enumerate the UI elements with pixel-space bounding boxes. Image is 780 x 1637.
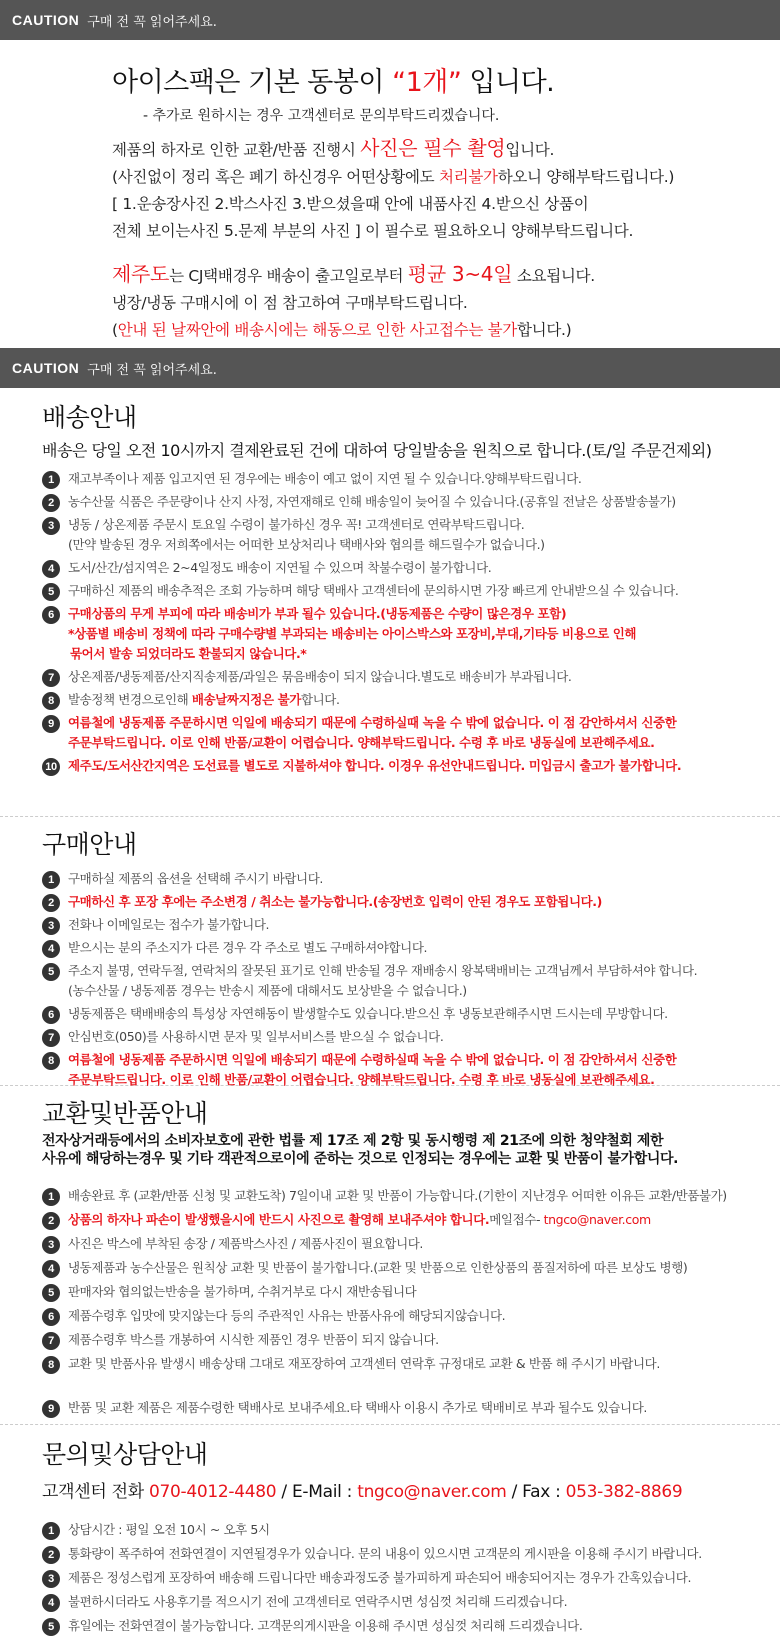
number-badge: 3 (42, 517, 60, 535)
number-badge: 3 (42, 1570, 60, 1588)
caution-text: 구매 전 꼭 읽어주세요. (87, 362, 217, 378)
list-item (42, 1520, 780, 1540)
notice-line: 냉장/냉동 구매시에 이 점 참고하여 구매부탁드립니다. (112, 294, 468, 312)
text: 는 CJ택배경우 배송이 출고일로부터 (169, 267, 408, 285)
text: 입니다. (505, 141, 555, 159)
item-text: 냉동제품은 택배배송의 특성상 자연해동이 발생할수도 있습니다.받으신 후 냉동보관해주시면 드시는데 무방합니다. (68, 1006, 668, 1021)
headline-sub: - 추가로 원하시는 경우 고객센터로 문의부탁드리겠습니다. (143, 108, 500, 124)
notice-line (0, 135, 780, 164)
highlight: 안내 된 날짜안에 배송시에는 해동으로 인한 사고접수는 불가 (117, 321, 517, 339)
number-badge: 6 (42, 606, 60, 624)
list-item (42, 515, 780, 535)
list-item (42, 961, 780, 981)
list-item (42, 581, 780, 601)
item-text: 메일접수- (489, 1212, 544, 1227)
headline-highlight: “1개” (392, 67, 462, 98)
item-text: 제품은 정성스럽게 포장하여 배송해 드립니다만 배송과정도중 불가피하게 파손되어 배송되어지는 경우가 간혹있습니다. (68, 1570, 692, 1585)
caution-banner (0, 0, 780, 40)
item-text: 안심번호(050)를 사용하시면 문자 및 일부서비스를 받으실 수 없습니다. (68, 1029, 444, 1044)
item-text: 받으시는 분의 주소지가 다른 경우 각 주소로 별도 구매하셔야합니다. (68, 940, 428, 955)
email-link[interactable]: tngco@naver.com (543, 1212, 651, 1227)
notice-line (0, 164, 780, 191)
purchase-section (0, 817, 780, 1085)
phone-link[interactable]: 070-4012-4480 (148, 1482, 277, 1502)
number-badge: 1 (42, 871, 60, 889)
caution-banner (0, 348, 780, 388)
item-text: 사진은 박스에 부착된 송장 / 제품박스사진 / 제품사진이 필요합니다. (68, 1236, 424, 1251)
list-item (42, 1210, 780, 1230)
notice-line (0, 317, 780, 344)
list-item (42, 1004, 780, 1024)
list-item (42, 667, 780, 687)
list-item (42, 1050, 780, 1090)
section-title: 교환및반품안내 (42, 1099, 208, 1128)
item-text: 주문부탁드립니다. 이로 인해 반품/교환이 어렵습니다. 양해부탁드립니다. 수령 후 바로 냉동실에 보관해주세요. (68, 1072, 655, 1087)
list-item (42, 1544, 780, 1564)
item-text: 상담시간 : 평일 오전 10시 ~ 오후 5시 (68, 1522, 270, 1537)
item-text: *상품별 배송비 정책에 따라 구매수량별 부과되는 배송비는 아이스박스와 포장비,부대,기타등 비용으로 인해 (68, 626, 637, 641)
exchange-section (0, 1086, 780, 1424)
item-text: 불편하시더라도 사용후기를 적으시기 전에 고객센터로 연락주시면 성심껏 처리해 드리겠습니다. (68, 1594, 568, 1609)
number-badge: 8 (42, 1052, 60, 1070)
number-badge: 2 (42, 894, 60, 912)
text: 제품의 하자로 인한 교환/반품 진행시 (112, 141, 361, 159)
fax-number: 053-382-8869 (565, 1482, 683, 1502)
list-item (42, 558, 780, 578)
text: 소요됩니다. (512, 267, 595, 285)
list-item (42, 1027, 780, 1047)
list-item (42, 492, 780, 512)
number-badge: 1 (42, 471, 60, 489)
number-badge: 2 (42, 1212, 60, 1230)
list-item (42, 1330, 780, 1350)
list-item (42, 938, 780, 958)
item-text: 구매하신 후 포장 후에는 주소변경 / 취소는 불가능합니다.(송장번호 입력이 안된 경우도 포함됩니다.) (68, 894, 602, 909)
number-badge: 8 (42, 692, 60, 710)
section-title: 문의및상담안내 (42, 1440, 208, 1469)
number-badge: 5 (42, 1618, 60, 1636)
item-text: 배송날짜지정은 불가 (191, 692, 301, 707)
headline (0, 60, 780, 99)
number-badge: 1 (42, 1188, 60, 1206)
number-badge: 5 (42, 1284, 60, 1302)
number-badge: 9 (42, 1400, 60, 1418)
list-item (42, 690, 780, 710)
number-badge: 4 (42, 940, 60, 958)
list-item (42, 1592, 780, 1612)
section-subtitle: 배송은 당일 오전 10시까지 결제완료된 건에 대하여 당일발송을 원칙으로 합니다.(토/일 주문건제외) (42, 441, 712, 460)
number-badge: 3 (42, 917, 60, 935)
item-text: 여름철에 냉동제품 주문하시면 익일에 배송되기 때문에 수령하실때 녹을 수 밖에 없습니다. 이 점 감안하셔서 신중한 (68, 1052, 677, 1067)
item-text: 재고부족이나 제품 입고지연 된 경우에는 배송이 예고 없이 지연 될 수 있습니다.양해부탁드립니다. (68, 471, 582, 486)
item-text: 제품수령후 입맛에 맞지않는다 등의 주관적인 사유는 반품사유에 해당되지않습니다. (68, 1308, 506, 1323)
caution-text: 구매 전 꼭 읽어주세요. (87, 14, 217, 30)
text: (사진없이 정리 혹은 폐기 하신경우 어떤상황에도 (112, 168, 439, 186)
number-badge: 9 (42, 715, 60, 733)
ice-pack-notice (0, 40, 780, 348)
number-badge: 1 (42, 1522, 60, 1540)
contact-line (0, 1477, 780, 1502)
list-item (42, 869, 780, 889)
number-badge: 7 (42, 1332, 60, 1350)
item-text: 판매자와 협의없는반송을 불가하며, 수취거부로 다시 재반송됩니다 (68, 1284, 417, 1299)
number-badge: 5 (42, 583, 60, 601)
text: 이 필수로 필요하오니 양해부탁드립니다. (360, 222, 634, 240)
number-badge: 4 (42, 1594, 60, 1612)
number-badge: 2 (42, 1546, 60, 1564)
item-text: 발송정책 변경으로인해 (68, 692, 192, 707)
number-badge: 8 (42, 1356, 60, 1374)
list-item (42, 1616, 780, 1636)
list-item (42, 1282, 780, 1302)
item-text: 구매하신 제품의 배송추적은 조회 가능하며 해당 택배사 고객센터에 문의하시면 가장 빠르게 안내받으실 수 있습니다. (68, 583, 679, 598)
section-title: 배송안내 (42, 403, 137, 432)
item-text: 도서/산간/섬지역은 2~4일정도 배송이 지연될 수 있으며 착불수령이 불가합니다. (68, 560, 492, 575)
text: ( (112, 321, 118, 339)
text: 합니다.) (516, 321, 572, 339)
item-text: 상온제품/냉동제품/산지직송제품/과일은 묶음배송이 되지 않습니다.별도로 배송비가 부과됩니다. (68, 669, 572, 684)
email-link[interactable]: tngco@naver.com (357, 1482, 507, 1502)
section-subtitle: 전자상거래등에서의 소비자보호에 관한 법률 제 17조 제 2항 및 동시행령 제 21조에 의한 청약철회 제한 (42, 1133, 664, 1149)
item-text: 통화량이 폭주하여 전화연결이 지연될경우가 있습니다. 문의 내용이 있으시면 고객문의 게시판을 이용해 주시기 바랍니다. (68, 1546, 702, 1561)
highlight: 평균 3~4일 (407, 262, 513, 286)
item-text: 주소지 불명, 연락두절, 연락처의 잘못된 표기로 인해 반송될 경우 재배송시 왕복택배비는 고객님께서 부담하셔야 합니다. (68, 963, 698, 978)
section-title: 구매안내 (42, 830, 137, 859)
headline-part: 아이스팩은 기본 동봉이 (112, 67, 393, 98)
notice-line (0, 261, 780, 290)
item-text: 배송완료 후 (교환/반품 신청 및 교환도착) 7일이내 교환 및 반품이 가능합니다.(기한이 지난경우 어떠한 이유든 교환/반품불가) (68, 1188, 727, 1203)
list-item (42, 1234, 780, 1254)
list-item (42, 1568, 780, 1588)
item-text: 상품의 하자나 파손이 발생했을시에 반드시 사진으로 촬영해 보내주셔야 합니다. (68, 1212, 490, 1227)
number-badge: 3 (42, 1236, 60, 1254)
item-text: 구매상품의 무게 부피에 따라 배송비가 부과 될수 있습니다.(냉동제품은 수량이 많은경우 포함) (68, 606, 567, 621)
item-text: 휴일에는 전화연결이 불가능합니다. 고객문의게시판을 이용해 주시면 성심껏 처리해 드리겠습니다. (68, 1618, 583, 1633)
inquiry-section (0, 1425, 780, 1636)
item-text: 합니다. (300, 692, 340, 707)
text: 전체 보이는사진 5.문제 부분의 사진 ] (112, 222, 361, 240)
list-item (42, 915, 780, 935)
section-subtitle: 사유에 해당하는경우 및 기타 객관적으로이에 준하는 것으로 인정되는 경우에는 교환 및 반품이 불가합니다. (42, 1151, 679, 1167)
caution-label: CAUTION (12, 12, 80, 28)
highlight: 처리불가 (438, 168, 498, 186)
notice-line (0, 218, 780, 245)
list-item (42, 1398, 780, 1418)
number-badge: 4 (42, 560, 60, 578)
item-text: 묶어서 발송 되었더라도 환불되지 않습니다.* (70, 646, 307, 661)
text: 하오니 양해부탁드립니다.) (497, 168, 675, 186)
item-text: 제품수령후 박스를 개봉하여 시식한 제품인 경우 반품이 되지 않습니다. (68, 1332, 439, 1347)
list-item (42, 1186, 780, 1206)
item-text: 냉동제품과 농수산물은 원칙상 교환 및 반품이 불가합니다.(교환 및 반품으로 인한상품의 품질저하에 따른 보상도 병행) (68, 1260, 688, 1275)
list-item (42, 892, 780, 912)
number-badge: 5 (42, 963, 60, 981)
item-text: 주문부탁드립니다. 이로 인해 반품/교환이 어렵습니다. 양해부탁드립니다. 수령 후 바로 냉동실에 보관해주세요. (68, 735, 655, 750)
shipping-section (0, 388, 780, 816)
item-text: 농수산물 식품은 주문량이나 산지 사정, 자연재해로 인해 배송일이 늦어질 수 있습니다.(공휴일 전날은 상품발송불가) (68, 494, 676, 509)
item-text: 전화나 이메일로는 접수가 불가합니다. (68, 917, 270, 932)
item-text: 여름철에 냉동제품 주문하시면 익일에 배송되기 때문에 수령하실때 녹을 수 밖에 없습니다. 이 점 감안하셔서 신중한 (68, 715, 677, 730)
contact-label: / E-Mail : (276, 1482, 358, 1502)
number-badge: 2 (42, 494, 60, 512)
contact-label: / Fax : (506, 1482, 566, 1502)
contact-label: 고객센터 전화 (42, 1482, 149, 1502)
list-item (42, 469, 780, 489)
item-text: 반품 및 교환 제품은 제품수령한 택배사로 보내주세요.타 택배사 이용시 추가로 택배비로 부과 될수도 있습니다. (68, 1400, 647, 1415)
caution-label: CAUTION (12, 360, 80, 376)
list-item (42, 1258, 780, 1278)
list-item (42, 756, 780, 776)
number-badge: 4 (42, 1260, 60, 1278)
headline-part: 입니다. (461, 67, 555, 98)
item-text: 냉동 / 상온제품 주문시 토요일 수령이 불가하신 경우 꼭! 고객센터로 연락부탁드립니다. (68, 517, 525, 532)
item-text: 제주도/도서산간지역은 도선료를 별도로 지불하셔야 합니다. 이경우 유선안내드립니다. 미입금시 출고가 불가합니다. (68, 758, 682, 773)
list-item (42, 1306, 780, 1326)
number-badge: 6 (42, 1006, 60, 1024)
item-text: 구매하실 제품의 옵션을 선택해 주시기 바랍니다. (68, 871, 323, 886)
number-badge: 10 (42, 758, 60, 776)
number-badge: 6 (42, 1308, 60, 1326)
item-note: (만약 발송된 경우 저희쪽에서는 어떠한 보상처리나 택배사와 협의를 해드릴수가 없습니다.) (68, 537, 545, 552)
number-badge: 7 (42, 1029, 60, 1047)
number-badge: 7 (42, 669, 60, 687)
item-text: 교환 및 반품사유 발생시 배송상태 그대로 재포장하여 고객센터 연락후 규정대로 교환 & 반품 해 주시기 바랍니다. (68, 1356, 660, 1371)
list-item (42, 713, 780, 753)
notice-line: [ 1.운송장사진 2.박스사진 3.받으셨을때 안에 내품사진 4.받으신 상품이 (112, 195, 589, 213)
list-item (42, 604, 780, 664)
item-note: (농수산물 / 냉동제품 경우는 반송시 제품에 대해서도 보상받을 수 없습니다.) (68, 983, 467, 998)
highlight: 사진은 필수 촬영 (360, 136, 506, 160)
list-item (42, 1354, 780, 1374)
highlight: 제주도 (112, 262, 170, 286)
